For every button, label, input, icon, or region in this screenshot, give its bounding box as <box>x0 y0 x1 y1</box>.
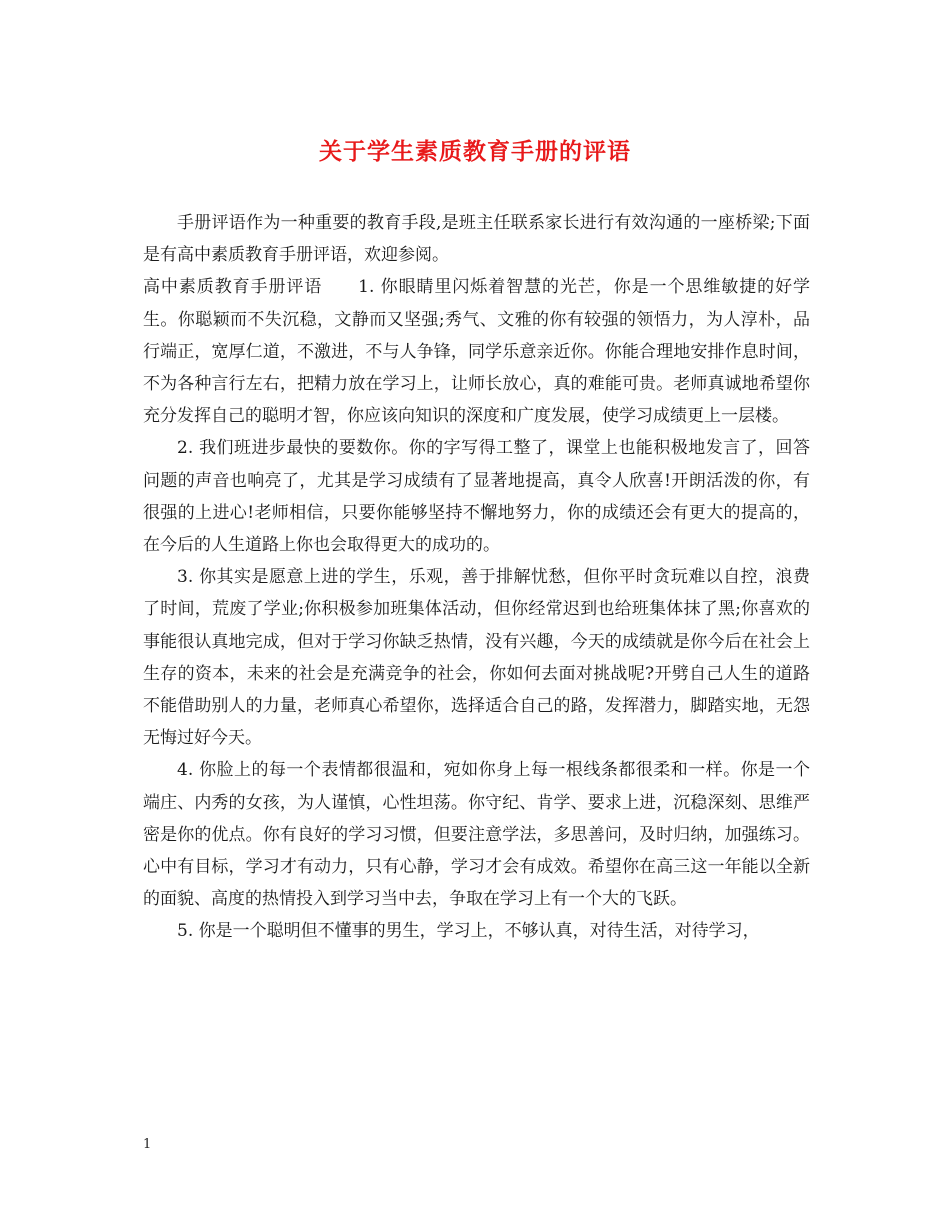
document-title: 关于学生素质教育手册的评语 <box>319 138 631 165</box>
comment-paragraph-3: 3. 你其实是愿意上进的学生，乐观，善于排解忧愁，但你平时贪玩难以自控，浪费了时间，荒废了学业;你积极参加班集体活动，但你经常迟到也给班集体抹了黑;你喜欢的事能很认真地完成，但对于学习你缺乏热情，没有兴趣，今天的成绩就是你今后在社会上生存的资本，未来的社会是充满竞争的社会，你如何去面对挑战呢?开劈自己人生的道路不能借助别人的力量，老师真心希望你，选择适合自己的路，发挥潜力，脚踏实地，无怨无悔过好今天。 <box>143 567 810 749</box>
comment-paragraph-4: 4. 你脸上的每一个表情都很温和，宛如你身上每一根线条都很柔和一样。你是一个端庄、内秀的女孩，为人谨慎，心性坦荡。你守纪、肯学、要求上进，沉稳深刻、思维严密是你的优点。你有良好的学习习惯，但要注意学法，多思善问，及时归纳，加强练习。心中有目标，学习才有动力，只有心静，学习才会有成效。希望你在高三这一年能以全新的面貌、高度的热情投入到学习当中去，争取在学习上有一个大的飞跃。 <box>143 760 810 910</box>
comment-paragraph-1: 高中素质教育手册评语 1. 你眼睛里闪烁着智慧的光芒，你是一个思维敏捷的好学生。你聪颖而不失沉稳，文静而又坚强;秀气、文雅的你有较强的领悟力，为人淳朴，品行端正，宽厚仁道，不激进，不与人争锋，同学乐意亲近你。你能合理地安排作息时间，不为各种言行左右，把精力放在学习上，让师长放心，真的难能可贵。老师真诚地希望你充分发挥自己的聪明才智，你应该向知识的深度和广度发展，使学习成绩更上一层楼。 <box>143 277 810 427</box>
document-body <box>143 207 810 948</box>
intro-paragraph: 手册评语作为一种重要的教育手段,是班主任联系家长进行有效沟通的一座桥梁;下面是有高中素质教育手册评语，欢迎参阅。 <box>143 213 810 266</box>
comment-paragraph-2: 2. 我们班进步最快的要数你。你的字写得工整了，课堂上也能积极地发言了，回答问题的声音也响亮了，尤其是学习成绩有了显著地提高，真令人欣喜!开朗活泼的你，有很强的上进心!老师相信，只要你能够坚持不懈地努力，你的成绩还会有更大的提高的，在今后的人生道路上你也会取得更大的成功的。 <box>143 438 810 556</box>
page-number: 1 <box>143 1137 152 1152</box>
comment-paragraph-5: 5. 你是一个聪明但不懂事的男生，学习上，不够认真，对待生活，对待学习， <box>177 921 760 942</box>
